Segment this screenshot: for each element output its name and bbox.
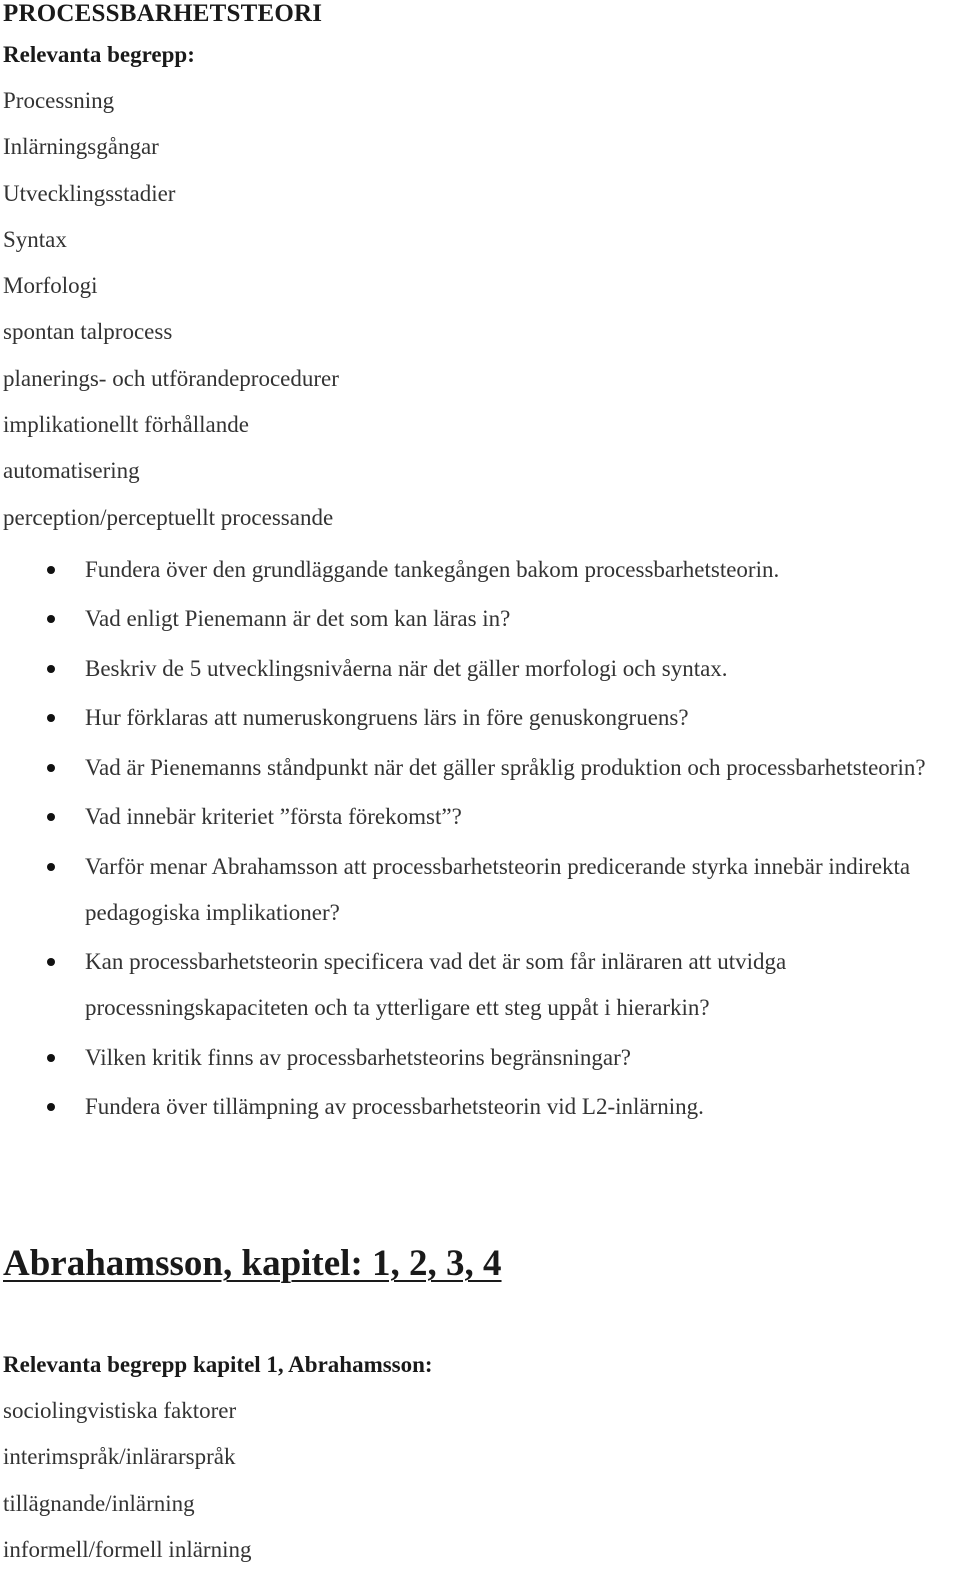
question-item [3, 794, 953, 840]
term-item: implikationellt förhållande [3, 412, 249, 438]
question-item [3, 939, 953, 1031]
term-item: Morfologi [3, 273, 98, 299]
term-item: interimspråk/inlärarspråk [3, 1444, 236, 1470]
term-item: informell/formell inlärning [3, 1536, 252, 1562]
bullet-icon [47, 1054, 55, 1062]
question-item [3, 695, 953, 741]
bullet-icon [47, 813, 55, 821]
question-item [3, 596, 953, 642]
question-text: Hur förklaras att numeruskongruens lärs in före genuskongruens? [85, 705, 689, 731]
term-item: tillägnande/inlärning [3, 1490, 195, 1516]
question-text: Fundera över den grundläggande tankegången bakom processbarhetsteorin. [85, 556, 780, 582]
bullet-icon [47, 1103, 55, 1111]
chapter-heading: Abrahamsson, kapitel: 1, 2, 3, 4 [3, 1243, 502, 1284]
bullet-icon [47, 714, 55, 722]
question-text: Vad innebär kriteriet ”första förekomst”? [85, 804, 462, 830]
question-item [3, 1035, 953, 1081]
question-text: Vilken kritik finns av processbarhetsteorins begränsningar? [85, 1044, 631, 1070]
questions-list [3, 547, 953, 1131]
section-heading: Relevanta begrepp: [3, 42, 195, 67]
question-text: Varför menar Abrahamsson att processbarhetsteorin predicerande styrka innebär indirekta pedagogiska implikationer? [85, 853, 911, 925]
term-item: Syntax [3, 226, 67, 252]
terms-list [3, 78, 953, 541]
question-text: Vad enligt Pienemann är det som kan läras in? [85, 606, 511, 632]
question-text: Vad är Pienemanns ståndpunkt när det gäller språklig produktion och processbarhetsteorin? [85, 754, 926, 780]
question-item [3, 745, 953, 791]
question-item [3, 547, 953, 593]
term-item: planerings- och utförandeprocedurer [3, 365, 339, 391]
question-item [3, 844, 953, 936]
bullet-icon [47, 958, 55, 966]
bullet-icon [47, 863, 55, 871]
chapter-subheading: Relevanta begrepp kapitel 1, Abrahamsson: [3, 1352, 433, 1377]
document-page [3, 0, 953, 1562]
question-text: Fundera över tillämpning av processbarhetsteorin vid L2-inlärning. [85, 1094, 704, 1120]
page-title: PROCESSBARHETSTEORI [3, 0, 323, 27]
term-item: automatisering [3, 458, 140, 484]
bullet-icon [47, 566, 55, 574]
term-item: spontan talprocess [3, 319, 173, 345]
bullet-icon [47, 615, 55, 623]
bullet-icon [47, 764, 55, 772]
question-text: Kan processbarhetsteorin specificera vad det är som får inläraren att utvidga processningskapaciteten och ta ytterligare ett steg uppåt i hierarkin? [85, 949, 787, 1021]
term-item: Inlärningsgångar [3, 134, 159, 160]
question-text: Beskriv de 5 utvecklingsnivåerna när det gäller morfologi och syntax. [85, 655, 728, 681]
bullet-icon [47, 665, 55, 673]
term-item: Utvecklingsstadier [3, 180, 176, 206]
term-item: perception/perceptuellt processande [3, 504, 334, 530]
chapter-terms-block [3, 1342, 953, 1573]
question-item [3, 1084, 953, 1130]
term-item: sociolingvistiska faktorer [3, 1398, 237, 1423]
question-item [3, 646, 953, 692]
term-item: Processning [3, 88, 115, 113]
